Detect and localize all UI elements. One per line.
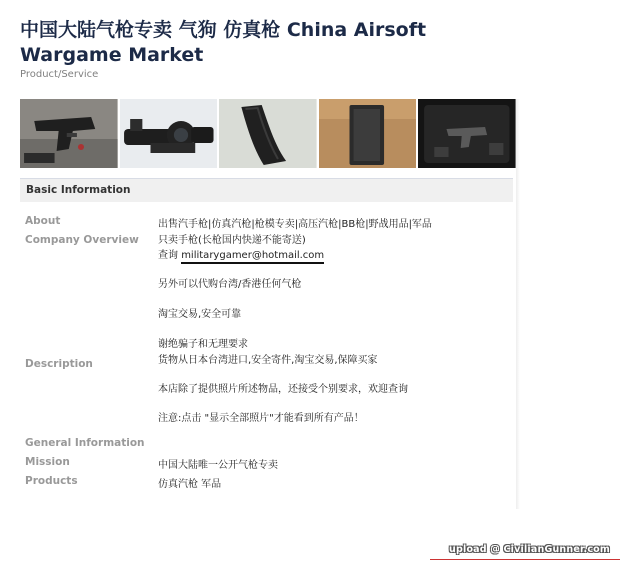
basic-info-section-header xyxy=(20,178,513,202)
description-row xyxy=(25,358,505,374)
general-information-label: General Information xyxy=(25,437,145,449)
company-overview-line-2 xyxy=(158,249,498,263)
section-title: Basic Information xyxy=(26,184,131,196)
mission-label: Mission xyxy=(25,456,70,468)
products-row xyxy=(25,475,505,491)
mission-row xyxy=(25,456,505,472)
watermark-underline xyxy=(430,559,620,560)
mission-value: 中国大陆唯一公开气枪专卖 xyxy=(158,460,278,471)
company-overview-label: Company Overview xyxy=(25,234,139,246)
company-overview-line-1: 只卖手枪(长枪国内快递不能寄送) xyxy=(158,235,306,246)
description-line-4: 注意:点击 "显示全部照片"才能看到所有产品！ xyxy=(158,413,364,424)
description-line-3: 本店除了提供照片所述物品，还接受个别要求，欢迎查询 xyxy=(158,384,408,395)
description-line-1: 谢绝骗子和无理要求 xyxy=(158,339,248,350)
company-overview-line-3: 另外可以代购台湾/香港任何气枪 xyxy=(158,279,302,290)
company-overview-line-4: 淘宝交易,安全可靠 xyxy=(158,309,242,320)
company-overview-value xyxy=(158,234,498,322)
page-category[interactable]: Product/Service xyxy=(20,69,99,80)
general-information-row xyxy=(25,437,505,453)
magazine-photo-2[interactable] xyxy=(319,99,417,168)
pistol-photo-1[interactable] xyxy=(20,99,118,168)
photo-strip xyxy=(20,99,516,168)
products-label: Products xyxy=(25,475,78,487)
description-value xyxy=(158,338,498,426)
page-title: 中国大陆气枪专卖 气狗 仿真枪 China Airsoft Wargame Market xyxy=(20,19,427,66)
red-dot-scope-photo[interactable] xyxy=(120,99,218,168)
email-link[interactable]: militarygamer@hotmail.com xyxy=(181,250,324,264)
products-value: 仿真汽枪 军品 xyxy=(158,479,222,490)
page-header xyxy=(20,18,480,80)
description-label: Description xyxy=(25,358,93,370)
content-edge-shadow xyxy=(516,99,520,509)
pistol-case-photo[interactable] xyxy=(418,99,516,168)
query-prefix: 查询 xyxy=(158,250,182,261)
about-row xyxy=(25,215,505,231)
upload-watermark: upload @ CivilianGunner.com xyxy=(449,544,610,555)
about-label: About xyxy=(25,215,61,227)
about-value: 出售汽手枪|仿真汽枪|枪模专卖|高压汽枪|BB枪|野战用品|军品 xyxy=(158,219,432,230)
description-line-2: 货物从日本台湾进口,安全寄件,淘宝交易,保障买家 xyxy=(158,355,378,366)
magazine-photo-1[interactable] xyxy=(219,99,317,168)
